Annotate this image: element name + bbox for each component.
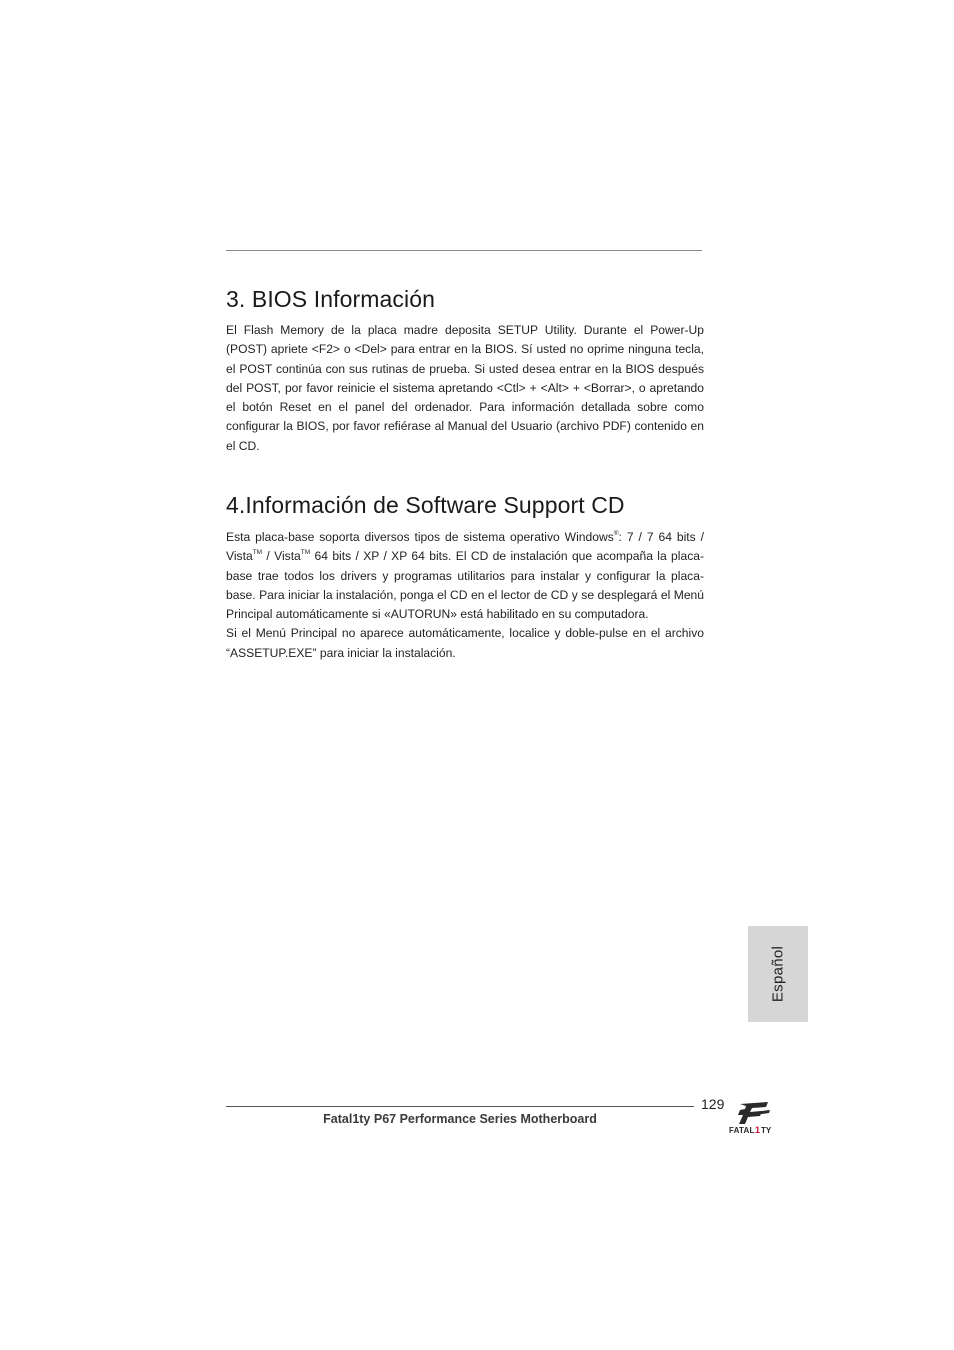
- registered-mark: ®: [613, 529, 619, 537]
- trademark-mark: TM: [300, 549, 311, 557]
- page-number: 129: [701, 1096, 725, 1112]
- text-run: 64 bits / XP / XP 64 bits. El CD de instalación que acompaña la placa-base trae todos los drivers y programas utilitarios para instalar y configurar la placa-base. Para iniciar la instalación, ponga el CD en el lector de CD y se desplegará el Menú Principal automáticamente si «AUTORUN» está habilitado en su computadora.: [226, 549, 705, 622]
- footer-divider: [226, 1106, 694, 1107]
- bios-section-heading: 3. BIOS Información: [226, 286, 435, 312]
- language-side-tab: [748, 926, 808, 1022]
- fatal1ty-logo-icon: [728, 1098, 782, 1136]
- svg-text:TY: TY: [761, 1126, 772, 1135]
- footer-product-title: Fatal1ty P67 Performance Series Motherboard: [323, 1112, 597, 1126]
- top-divider: [226, 250, 702, 251]
- bios-paragraph: El Flash Memory de la placa madre deposita SETUP Utility. Durante el Power-Up (POST) apriete <F2> o <Del> para entrar en la BIOS. Sí usted no oprime ninguna tecla, el POST continúa con sus rutinas de prueba. Si usted desea entrar en la BIOS después del POST, por favor reinicie el sistema apretando <Ctl> + <Alt> + <Borrar>, o apretando el botón Reset en el panel del ordenador. Para información detallada sobre como configurar la BIOS, por favor refiérase al Manual del Usuario (archivo PDF) contenido en el CD.: [226, 323, 704, 453]
- svg-text:FATAL: FATAL: [729, 1126, 755, 1135]
- software-cd-paragraph-1: [226, 528, 704, 624]
- svg-text:1: 1: [755, 1125, 761, 1135]
- language-tab-label: Español: [769, 945, 787, 1003]
- software-cd-section-heading: 4.Información de Software Support CD: [226, 492, 625, 518]
- text-run: Esta placa-base soporta diversos tipos de sistema operativo Windows: [226, 530, 614, 544]
- software-cd-paragraph-2: Si el Menú Principal no aparece automáticamente, localice y doble-pulse en el archivo “ASSETUP.EXE” para iniciar la instalación.: [226, 626, 704, 660]
- text-run: / Vista: [262, 549, 301, 564]
- software-cd-section-body: [226, 528, 704, 663]
- text-run: : 7 / 7 64 bits / Vista: [226, 530, 704, 564]
- bios-section-body: [226, 321, 704, 456]
- trademark-mark: TM: [252, 549, 263, 557]
